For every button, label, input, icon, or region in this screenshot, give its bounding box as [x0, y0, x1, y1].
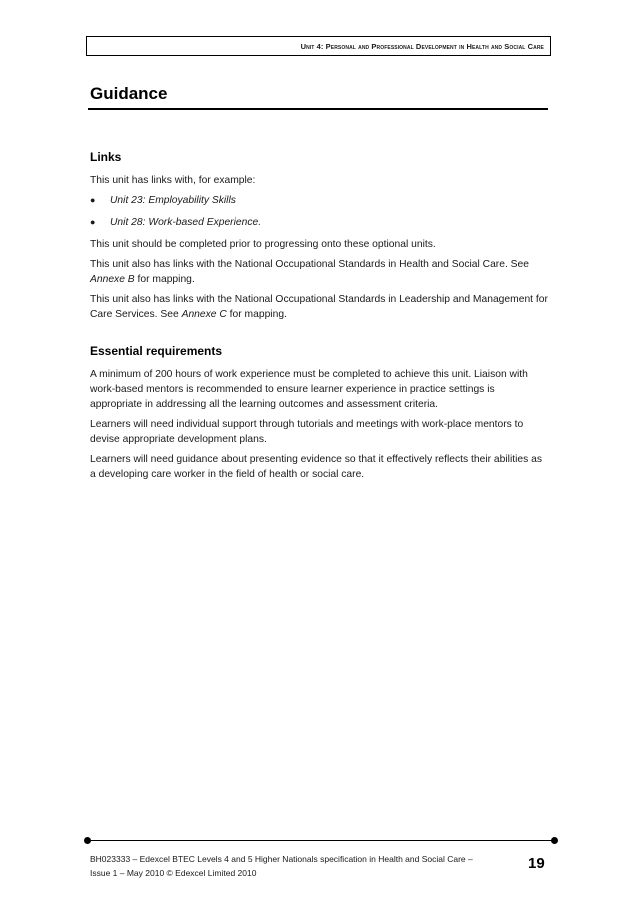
bullet-icon: ●: [90, 195, 96, 205]
essential-requirements-heading: Essential requirements: [90, 344, 223, 358]
links-heading: Links: [90, 150, 122, 164]
footer-rule-end-dot: [84, 837, 91, 844]
links-paragraph-1: This unit should be completed prior to progressing onto these optional units.: [90, 239, 436, 250]
footer-rule-end-dot: [551, 837, 558, 844]
unit-title: Unit 4: Personal and Professional Development in Health and Social Care: [300, 41, 544, 51]
text-span: This unit also has links with the National Occupational Standards in Leadership and Management for Care Services. See: [90, 294, 548, 320]
footer-citation: [90, 852, 510, 880]
annexe-b-reference: Annexe B: [90, 274, 135, 285]
title-divider: [88, 108, 548, 110]
text-span: for mapping.: [134, 274, 195, 285]
running-header: [86, 36, 551, 56]
links-paragraph-3: [90, 292, 548, 322]
essential-paragraph-3: Learners will need guidance about presenting evidence so that it effectively reflects their abilities as a developing care worker in the field of health or social care.: [90, 454, 542, 480]
essential-paragraph-2: Learners will need individual support through tutorials and meetings with work-place mentors to devise appropriate development plans.: [90, 419, 524, 445]
text-span: for mapping.: [226, 309, 287, 320]
section-title: Guidance: [90, 84, 168, 103]
annexe-c-reference: Annexe C: [181, 309, 227, 320]
links-paragraph-2: [90, 257, 548, 287]
linked-units-list: [90, 193, 548, 230]
footer-line: BH023333 – Edexcel BTEC Levels 4 and 5 Higher Nationals specification in Health and Social Care –: [90, 854, 473, 864]
page-number: 19: [528, 855, 545, 872]
footer-line: Issue 1 – May 2010 © Edexcel Limited 2010: [90, 868, 257, 878]
essential-paragraph-1: A minimum of 200 hours of work experience must be completed to achieve this unit. Liaison with work-based mentors is recommended to ensure learner experience in practice settings is appropriate in addressing all the learning outcomes and assessment criteria.: [90, 369, 528, 410]
bullet-icon: ●: [90, 217, 96, 227]
list-item-text: Unit 23: Employability Skills: [110, 195, 236, 206]
list-item: [90, 193, 548, 208]
links-intro: This unit has links with, for example:: [90, 175, 256, 186]
guidance-content: [90, 150, 548, 487]
footer-divider: [88, 840, 554, 841]
text-span: This unit also has links with the National Occupational Standards in Health and Social Care. See: [90, 259, 530, 270]
list-item: [90, 215, 548, 230]
list-item-text: Unit 28: Work-based Experience.: [110, 217, 262, 228]
